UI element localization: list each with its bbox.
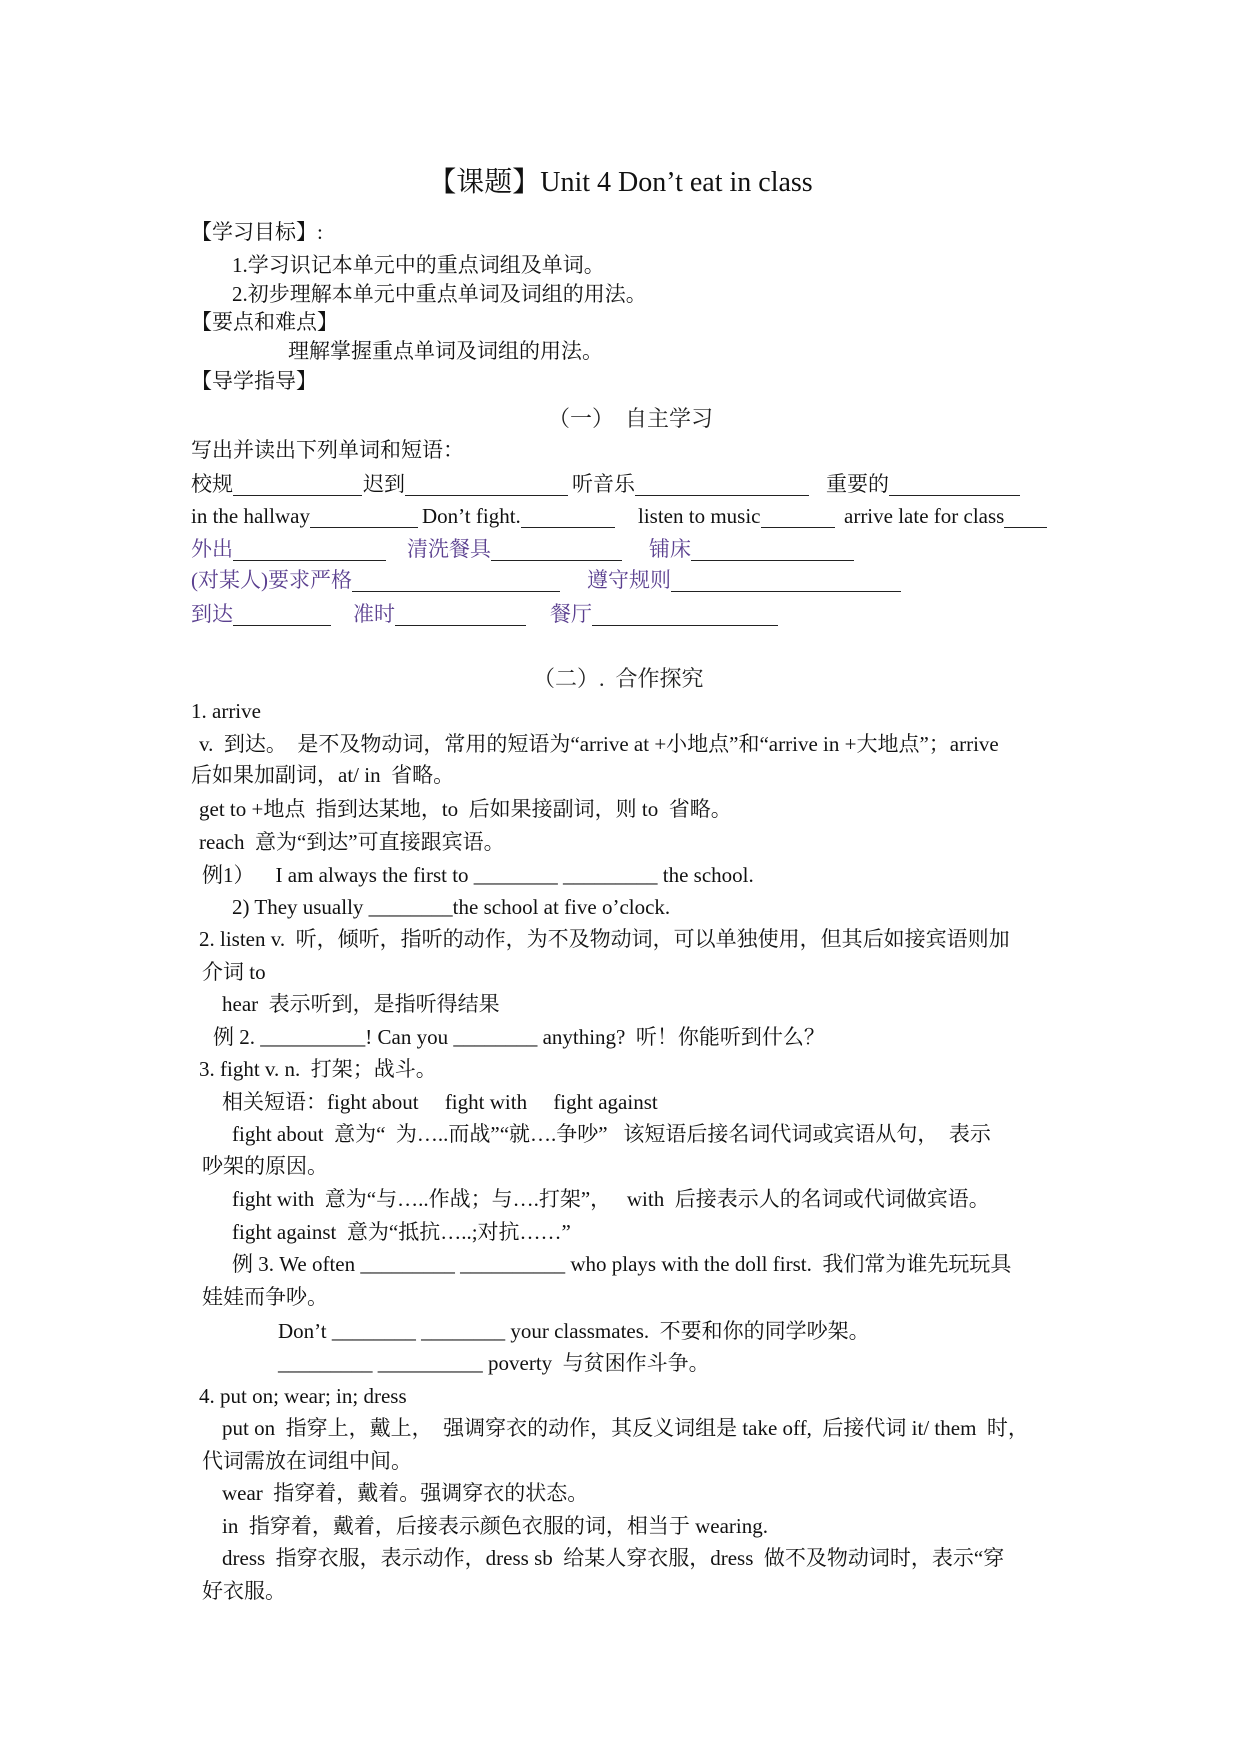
body-line: hear 表示听到，是指听得结果 (222, 992, 500, 1016)
body-line: dress 指穿衣服，表示动作，dress sb 给某人穿衣服，dress 做不及物动词时，表示“穿 (222, 1546, 1005, 1570)
body-line: v. 到达。 是不及物动词，常用的短语为“arrive at +小地点”和“arrive in +大地点”；arrive (199, 732, 999, 756)
section-title-listen: 2. listen v. 听，倾听，指听的动作，为不及物动词，可以单独使用，但其后如接宾语则加 (199, 927, 1010, 951)
key-points-heading: 【要点和难点】 (191, 310, 338, 334)
vocab-label: 听音乐 (572, 472, 635, 496)
body-line: put on 指穿上，戴上， 强调穿衣的动作，其反义词组是 take off, 后接代词 it/ them 时， (222, 1416, 1029, 1440)
vocab-item (649, 537, 854, 561)
body-line: 相关短语：fight about fight with fight against (222, 1090, 658, 1114)
answer-blank (671, 570, 901, 592)
body-line: in 指穿着，戴着，后接表示颜色衣服的词，相当于 wearing. (222, 1514, 768, 1538)
body-line: fight about 意为“ 为…..而战”“就….争吵” 该短语后接名词代词或宾语从句， 表示 (232, 1122, 991, 1146)
body-line: fight against 意为“抵抗…..;对抗……” (232, 1220, 571, 1244)
vocab-label: 重要的 (826, 472, 889, 496)
body-line: reach 意为“到达”可直接跟宾语。 (199, 830, 505, 854)
vocab-label: 餐厅 (550, 602, 592, 626)
answer-blank (691, 539, 854, 561)
vocab-item (844, 504, 1047, 528)
body-line: fight with 意为“与…..作战；与….打架”， with 后接表示人的名词或代词做宾语。 (232, 1187, 990, 1211)
page-title: 【课题】Unit 4 Don’t eat in class (428, 167, 813, 198)
answer-blank (889, 474, 1020, 496)
vocab-label: 到达 (191, 602, 233, 626)
objective-item: 1.学习识记本单元中的重点词组及单词。 (232, 253, 605, 277)
body-line: get to +地点 指到达某地，to 后如果接副词，则 to 省略。 (199, 797, 732, 821)
vocab-label: in the hallway (191, 504, 310, 528)
vocab-label: 外出 (191, 537, 233, 561)
example-line: 例1） I am always the first to ________ _________ the school. (202, 863, 754, 887)
vocab-label: listen to music (638, 504, 761, 528)
answer-blank (521, 506, 615, 528)
vocab-label: Don’t fight. (422, 504, 521, 528)
vocab-label: 铺床 (649, 537, 691, 561)
vocab-item (191, 602, 331, 626)
self-study-instruction: 写出并读出下列单词和短语： (191, 438, 464, 462)
vocab-item (550, 602, 778, 626)
example-line: _________ __________ poverty 与贫困作斗争。 (278, 1351, 710, 1375)
vocab-item (191, 537, 386, 561)
answer-blank (761, 506, 835, 528)
vocab-item (638, 504, 835, 528)
vocab-item (363, 472, 568, 496)
key-points-text: 理解掌握重点单词及词组的用法。 (288, 339, 603, 363)
vocab-label: 准时 (353, 602, 395, 626)
vocab-label: arrive late for class (844, 504, 1005, 528)
guidance-heading: 【导学指导】 (191, 369, 317, 393)
vocab-label: 清洗餐具 (407, 537, 491, 561)
objectives-heading: 【学习目标】: (191, 220, 323, 244)
body-line: wear 指穿着，戴着。强调穿衣的状态。 (222, 1481, 589, 1505)
body-line: 代词需放在词组中间。 (202, 1449, 412, 1473)
vocab-item (572, 472, 809, 496)
objective-item: 2.初步理解本单元中重点单词及词组的用法。 (232, 282, 647, 306)
example-line: Don’t ________ ________ your classmates. 不要和你的同学吵架。 (278, 1319, 870, 1343)
answer-blank (491, 539, 622, 561)
vocab-item (826, 472, 1020, 496)
example-line: 例 3. We often _________ __________ who plays with the doll first. 我们常为谁先玩玩具 (232, 1252, 1012, 1276)
section-title-arrive: 1. arrive (191, 699, 261, 723)
vocab-label: 迟到 (363, 472, 405, 496)
vocab-label: 遵守规则 (587, 568, 671, 592)
answer-blank (395, 604, 526, 626)
answer-blank (405, 474, 568, 496)
answer-blank (233, 604, 331, 626)
section-title-put-on: 4. put on; wear; in; dress (199, 1384, 407, 1408)
body-line: 后如果加副词，at/ in 省略。 (191, 763, 455, 787)
example-line: 例 2. __________! Can you ________ anything? 听！你能听到什么？ (213, 1025, 825, 1049)
answer-blank (310, 506, 418, 528)
vocab-item (191, 472, 362, 496)
example-line: 娃娃而争吵。 (202, 1285, 328, 1309)
answer-blank (233, 539, 386, 561)
vocab-item (587, 568, 901, 592)
body-line: 吵架的原因。 (202, 1154, 328, 1178)
vocab-item (191, 568, 560, 592)
vocab-label: 校规 (191, 472, 233, 496)
answer-blank (592, 604, 778, 626)
vocab-label: (对某人)要求严格 (191, 568, 352, 592)
example-line: 2) They usually ________the school at five o’clock. (232, 895, 671, 919)
body-line: 介词 to (202, 960, 266, 984)
body-line: 好衣服。 (202, 1579, 286, 1603)
answer-blank (352, 570, 560, 592)
self-study-heading: （一） 自主学习 (548, 406, 714, 431)
vocab-item (422, 504, 615, 528)
vocab-item (353, 602, 526, 626)
answer-blank (233, 474, 362, 496)
vocab-item (407, 537, 622, 561)
vocab-item (191, 504, 418, 528)
section-title-fight: 3. fight v. n. 打架；战斗。 (199, 1057, 437, 1081)
answer-blank (635, 474, 809, 496)
answer-blank (1004, 506, 1047, 528)
cooperation-heading: （二）. 合作探究 (533, 666, 704, 691)
